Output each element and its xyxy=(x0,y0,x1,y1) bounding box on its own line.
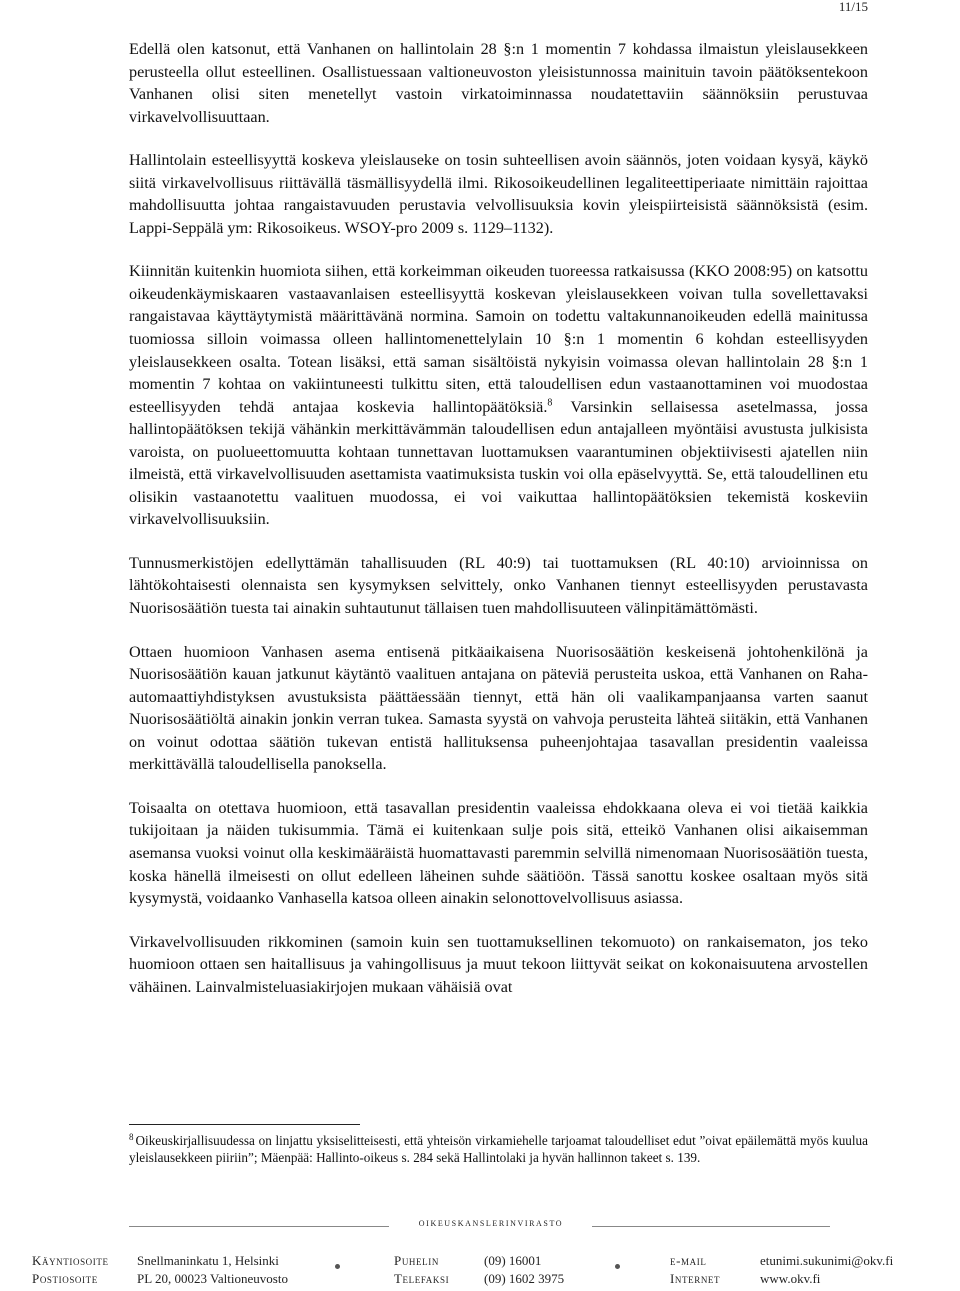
visiting-address-label: Käyntiosoite xyxy=(32,1253,109,1268)
paragraph-text-part: Varsinkin sellaisessa asetelmassa, jossa hallintopäätöksen tekijä vähänkin merkittävämmän taloudellisen edun antajalleen myöntäisi avustusta julkisista varoista, on puolueettomuutta kohtaan tunnettavan luottamuksen vaarantuminen objektiivisesti ajatellen niin ilmeistä, että virkavelvollisuuden asettamista vaatimuksista tuskin voi olla epäselvyyttä. Se, että taloudellinen etu olisikin vastaanotettu vaalituen muodossa, ei voi vaikuttaa hallintopäätöksien tekemistä koskeviin virkavelvollisuuksiin. xyxy=(129,397,868,529)
paragraph-text-part: Kiinnitän kuitenkin huomiota siihen, että korkeimman oikeuden tuoreessa ratkaisussa (KKO 2008:95) on katsottu oikeudenkäymiskaaren vastaavanlaisen esteellisyyttä koskevan yleislausekkeen voivan tulla sovellettavaksi rangaistavaa käyttäytymistä määrittävänä normina. Samoin on todettu valtakunnanoikeuden edellä mainitussa tuomiossa silloin voimassa olleen hallintomenettelylain 10 §:n 1 momentin 6 kohdan esteellisyyden yleislausekkeen osalta. Totean lisäksi, että saman sisältöistä nykyisin voimassa olevan hallintolain 28 §:n 1 momentin 7 kohtaa on vakiintuneesti tulkittu siten, että taloudellisen edun vastaanottaminen voi muodostaa esteellisyyden tehdä antajaa koskevia hallintopäätöksiä. xyxy=(129,262,868,416)
bullet-dot-icon xyxy=(335,1264,340,1269)
email-address[interactable]: etunimi.sukunimi@okv.fi xyxy=(760,1253,894,1268)
paragraph: Ottaen huomioon Vanhasen asema entisenä pitkäaikaisena Nuorisosäätiön keskeisenä johtohenkilönä ja Nuorisosäätiön kauan jatkunut käytäntö vaalituen antajana on päteviä perusteita uskoa, että Vanhanen on Raha-automaattiyhdistyksen avustuksista päättäessään tiennyt, että hän oli vaalikampanjaansa varten saanut Nuorisosäätiöltä ainakin jonkin verran tukea. Samasta syystä on vahvoja perusteita lähteä siitäkin, että Vanhanen on voinut odottaa säätiön tukevan entistä hallituksensa puheenjohtajaa tasavallan presidentin vaaleissa merkittävällä taloudellisella panoksella. xyxy=(129,642,868,774)
page-number: 11/15 xyxy=(838,0,868,14)
phone-number: (09) 16001 xyxy=(484,1253,542,1268)
internet-label: Internet xyxy=(670,1271,721,1286)
fax-number: (09) 1602 3975 xyxy=(484,1271,565,1286)
footnote xyxy=(129,1133,868,1166)
footer-rule-right xyxy=(592,1226,830,1227)
postal-address: PL 20, 00023 Valtioneuvosto xyxy=(137,1271,288,1286)
footer-rule-left xyxy=(129,1226,389,1227)
phone-label: Puhelin xyxy=(394,1253,439,1268)
email-label: e-mail xyxy=(670,1253,707,1268)
footer-organization: oikeuskanslerinvirasto xyxy=(418,1217,564,1229)
footnote-reference[interactable]: 8 xyxy=(547,397,553,409)
footer-row xyxy=(32,1270,912,1288)
paragraph: Tunnusmerkistöjen edellyttämän tahallisuuden (RL 40:9) tai tuottamuksen (RL 40:10) arvioinnissa on lähtökohtaisesti olennaista sen kysymyksen selvittely, onko Vanhanen tiennyt esteellisyyden perustavasta Nuorisosäätiön tuesta tai ainakin suhtautunut tällaisen tuen mahdollisuuteen välinpitämättömästi. xyxy=(129,553,868,618)
footnote-mark: 8 xyxy=(129,1131,134,1142)
visiting-address: Snellmaninkatu 1, Helsinki xyxy=(137,1253,279,1268)
postal-address-label: Postiosoite xyxy=(32,1271,98,1286)
body-text xyxy=(129,38,868,1019)
paragraph-with-footnote-ref xyxy=(129,260,868,531)
paragraph: Virkavelvollisuuden rikkominen (samoin kuin sen tuottamuksellinen tekomuoto) on rankaisematon, jos teko huomioon ottaen sen haitallisuus ja vahingollisuus ja muut tekoon liittyvät seikat on kokonaisuutena arvostellen vähäinen. Lainvalmisteluasiakirjojen mukaan vähäisiä ovat xyxy=(129,932,868,996)
website-link[interactable]: www.okv.fi xyxy=(760,1271,821,1286)
footer-contact xyxy=(32,1252,912,1288)
footnote-separator xyxy=(129,1124,360,1125)
bullet-dot-icon xyxy=(615,1264,620,1269)
paragraph: Edellä olen katsonut, että Vanhanen on hallintolain 28 §:n 1 momentin 7 kohdassa ilmaistun yleislausekkeen perusteella ollut esteellinen. Osallistuessaan valtioneuvoston yleisistunnossa mainituin tavoin päätöksentekoon Vanhanen olisi siten menetellyt vastoin virkatoiminnassa noudatettaviin säännöksiin perustuvaa virkavelvollisuuttaan. xyxy=(129,40,868,126)
footer-row xyxy=(32,1252,912,1270)
paragraph: Toisaalta on otettava huomioon, että tasavallan presidentin vaaleissa ehdokkaana oleva ei voi tietää kaikkia tukijoitaan ja näiden tukisummia. Tämä ei kuitenkaan sulje pois sitä, etteikö Vanhanen olisi aikaisemman asemansa vuoksi voinut olla keskimääräistä huomattavasti paremmin selvillä nimenomaan Nuorisosäätiön tuesta, koska hänellä ilmeisesti on ollut edelleen läheinen suhde säätiöön. Tässä sanottu koskee osaltaan myös sitä kysymystä, voidaanko Vanhasella katsoa olleen ainakin selonottovelvollisuus asiassa. xyxy=(129,798,868,908)
paragraph: Hallintolain esteellisyyttä koskeva yleislauseke on tosin suhteellisen avoin säännös, joten voidaan kysyä, käykö siitä virkavelvollisuus riittävällä täsmällisyydellä ilmi. Rikosoikeudellinen legaliteettiperiaate nimittäin rajoittaa mahdollisuutta johtaa rangaistavuuden perustavia velvollisuuksia kovin yleispiirteisistä säännöksistä (esim. Lappi-Seppälä ym: Rikosoikeus. WSOY-pro 2009 s. 1129–1132). xyxy=(129,151,868,237)
footnote-text: Oikeuskirjallisuudessa on linjattu yksiselitteisesti, että yhteisön virkamiehelle tarjoamat taloudelliset edut ”oivat epäilemättä myös kuulua yleislausekkeen piiriin”; Mäenpää: Hallinto-oikeus s. 284 sekä Hallintolaki ja hyvän hallinnon takeet s. 139. xyxy=(129,1133,868,1165)
fax-label: Telefaksi xyxy=(394,1271,450,1286)
